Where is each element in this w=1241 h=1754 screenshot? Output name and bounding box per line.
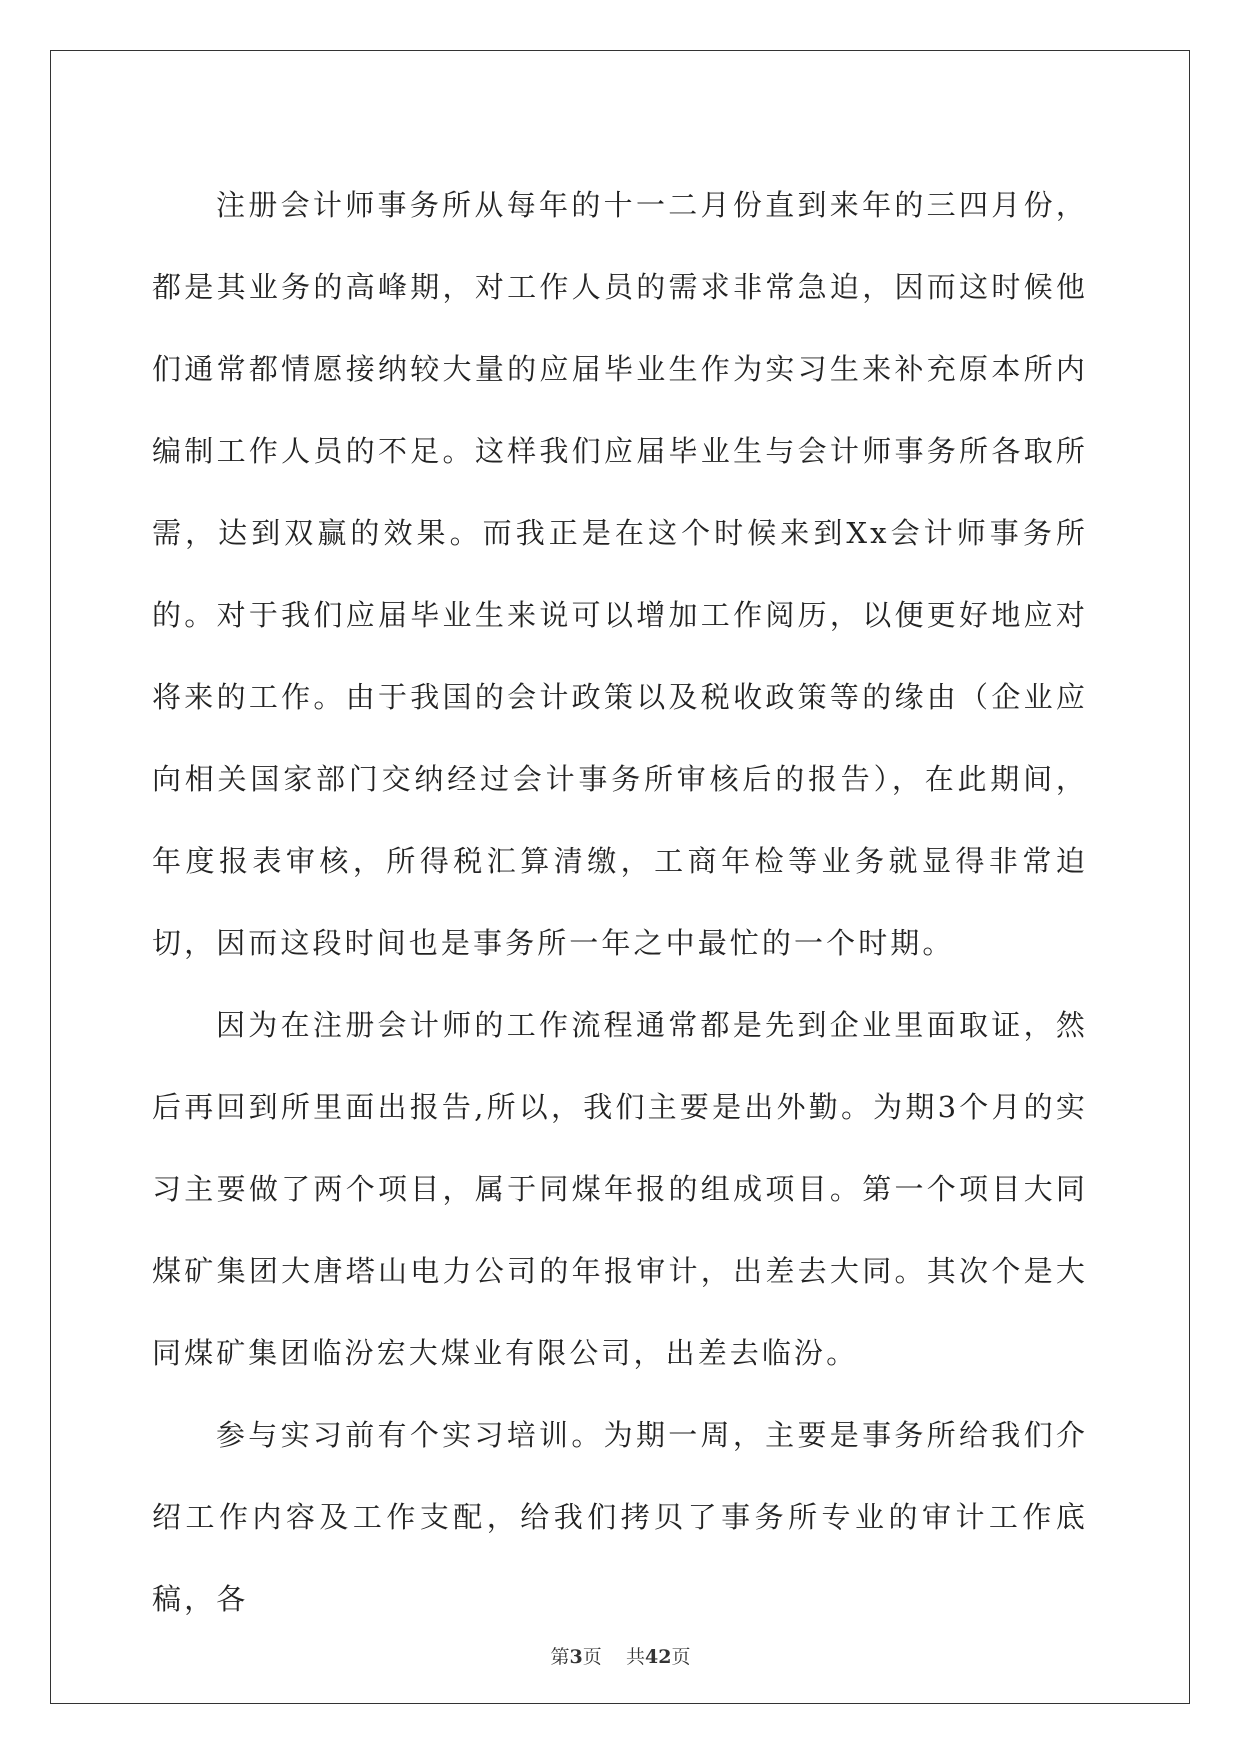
page-prefix: 第: [550, 1646, 570, 1668]
document-body: [152, 164, 1088, 1640]
page-suffix: 页: [582, 1646, 602, 1668]
total-suffix: 页: [671, 1646, 691, 1668]
page-number: 3: [569, 1646, 583, 1668]
paragraph-2: 因为在注册会计师的工作流程通常都是先到企业里面取证，然后再回到所里面出报告,所以，我们主要是出外勤。为期3个月的实习主要做了两个项目，属于同煤年报的组成项目。第一个项目大同煤矿集团大唐塔山电力公司的年报审计，出差去大同。其次个是大同煤矿集团临汾宏大煤业有限公司，出差去临汾。: [152, 1008, 1088, 1370]
total-pages: 42: [644, 1646, 672, 1668]
paragraph-1: 注册会计师事务所从每年的十一二月份直到来年的三四月份，都是其业务的高峰期，对工作人员的需求非常急迫，因而这时候他们通常都情愿接纳较大量的应届毕业生作为实习生来补充原本所内编制工作人员的不足。这样我们应届毕业生与会计师事务所各取所需，达到双赢的效果。而我正是在这个时候来到Xx会计师事务所的。对于我们应届毕业生来说可以增加工作阅历，以便更好地应对将来的工作。由于我国的会计政策以及税收政策等的缘由（企业应向相关国家部门交纳经过会计事务所审核后的报告），在此期间，年度报表审核，所得税汇算清缴，工商年检等业务就显得非常迫切，因而这段时间也是事务所一年之中最忙的一个时期。: [152, 188, 1088, 960]
paragraph-3: 参与实习前有个实习培训。为期一周，主要是事务所给我们介绍工作内容及工作支配，给我们拷贝了事务所专业的审计工作底稿，各: [152, 1418, 1088, 1616]
total-prefix: 共: [625, 1646, 645, 1668]
page-footer: [0, 1642, 1241, 1669]
